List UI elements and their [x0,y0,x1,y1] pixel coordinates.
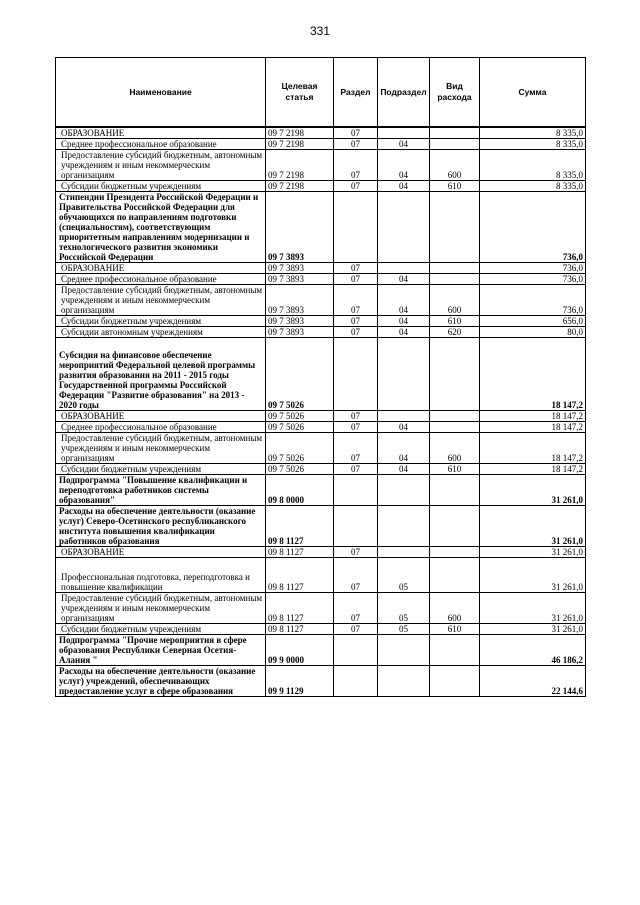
cell-sum: 31 261,0 [480,506,586,547]
cell-section: 07 [334,181,378,192]
cell-expense-type [430,338,480,411]
cell-sum: 46 186,2 [480,635,586,666]
header-target-article: Целевая статья [266,58,334,128]
cell-subsection [378,127,430,139]
cell-subsection [378,635,430,666]
cell-subsection [378,475,430,506]
cell-code: 09 8 0000 [266,475,334,506]
table-row [56,150,586,181]
cell-subsection: 04 [378,285,430,316]
table-row-program [56,506,586,547]
table-header-row [56,58,586,128]
page-number: 331 [309,24,331,38]
table-row [56,433,586,464]
header-sum: Сумма [480,58,586,128]
cell-expense-type: 610 [430,316,480,327]
cell-sum: 80,0 [480,327,586,338]
table-row [56,464,586,475]
cell-subsection: 05 [378,558,430,593]
cell-sum: 31 261,0 [480,475,586,506]
cell-code: 09 9 1129 [266,666,334,697]
cell-sum: 18 147,2 [480,411,586,422]
cell-section: 07 [334,150,378,181]
cell-subsection [378,338,430,411]
cell-code: 09 8 1127 [266,547,334,558]
table-row [56,127,586,139]
table-row-program [56,635,586,666]
cell-expense-type [430,666,480,697]
cell-code: 09 7 3893 [266,263,334,274]
cell-expense-type: 600 [430,150,480,181]
cell-section [334,666,378,697]
table-row [56,624,586,635]
cell-expense-type [430,139,480,150]
cell-code: 09 9 0000 [266,635,334,666]
cell-code: 09 7 5026 [266,411,334,422]
table-row-program [56,475,586,506]
cell-section: 07 [334,411,378,422]
cell-expense-type [430,192,480,263]
cell-sum: 22 144,6 [480,666,586,697]
table-row [56,327,586,338]
cell-sum: 31 261,0 [480,547,586,558]
table-row [56,263,586,274]
cell-code: 09 7 2198 [266,127,334,139]
cell-sum: 736,0 [480,274,586,285]
header-name: Наименование [56,58,266,128]
cell-subsection: 04 [378,274,430,285]
cell-sum: 8 335,0 [480,127,586,139]
cell-subsection: 04 [378,316,430,327]
cell-name: Расходы на обеспечение деятельности (оказание услуг) Северо-Осетинского республиканского института повышения квалификации работников образования [56,506,266,547]
cell-sum: 736,0 [480,285,586,316]
cell-expense-type [430,506,480,547]
cell-code: 09 7 5026 [266,433,334,464]
cell-code: 09 7 2198 [266,139,334,150]
cell-name: ОБРАЗОВАНИЕ [56,547,266,558]
cell-code: 09 8 1127 [266,593,334,624]
cell-code: 09 7 3893 [266,327,334,338]
table-row-program [56,338,586,411]
cell-name: Предоставление субсидий бюджетным, автономным учреждениям и иным некоммерческим организациям [56,593,266,624]
cell-sum: 31 261,0 [480,558,586,593]
cell-expense-type: 600 [430,433,480,464]
cell-section [334,635,378,666]
cell-sum: 8 335,0 [480,150,586,181]
cell-subsection: 04 [378,150,430,181]
cell-code: 09 8 1127 [266,624,334,635]
table-row [56,422,586,433]
cell-code: 09 7 2198 [266,181,334,192]
cell-sum: 18 147,2 [480,464,586,475]
table-row [56,181,586,192]
cell-expense-type [430,422,480,433]
cell-name: Субсидии автономным учреждениям [56,327,266,338]
cell-name: ОБРАЗОВАНИЕ [56,127,266,139]
cell-section: 07 [334,593,378,624]
cell-sum: 18 147,2 [480,338,586,411]
cell-subsection [378,547,430,558]
cell-section: 07 [334,316,378,327]
cell-name: Субсидии бюджетным учреждениям [56,464,266,475]
cell-sum: 31 261,0 [480,624,586,635]
cell-expense-type [430,411,480,422]
cell-expense-type [430,635,480,666]
cell-section [334,338,378,411]
cell-subsection [378,192,430,263]
cell-name: Субсидии бюджетным учреждениям [56,316,266,327]
cell-section: 07 [334,139,378,150]
cell-code: 09 7 3893 [266,274,334,285]
budget-table [55,57,586,697]
cell-sum: 18 147,2 [480,422,586,433]
cell-section: 07 [334,547,378,558]
cell-subsection: 04 [378,433,430,464]
cell-expense-type [430,127,480,139]
cell-name: Расходы на обеспечение деятельности (оказание услуг) учреждений, обеспечивающих предоставление услуг в сфере образования [56,666,266,697]
cell-sum: 8 335,0 [480,181,586,192]
cell-sum: 18 147,2 [480,433,586,464]
cell-code: 09 7 5026 [266,464,334,475]
table-row-program [56,192,586,263]
table-body [56,127,586,697]
cell-section: 07 [334,433,378,464]
table-row [56,411,586,422]
cell-expense-type [430,263,480,274]
cell-name: Профессиональная подготовка, переподготовка и повышение квалификации [56,558,266,593]
cell-section: 07 [334,624,378,635]
cell-code: 09 7 5026 [266,422,334,433]
cell-code: 09 7 2198 [266,150,334,181]
cell-sum: 31 261,0 [480,593,586,624]
cell-name: Подпрограмма "Повышение квалификации и переподготовка работников системы образования" [56,475,266,506]
cell-sum: 656,0 [480,316,586,327]
cell-section: 07 [334,558,378,593]
cell-section [334,475,378,506]
cell-subsection [378,506,430,547]
cell-subsection [378,411,430,422]
cell-section [334,192,378,263]
cell-subsection [378,263,430,274]
table-row [56,139,586,150]
table-row [56,547,586,558]
cell-section: 07 [334,464,378,475]
table-row [56,558,586,593]
cell-code: 09 8 1127 [266,506,334,547]
cell-section: 07 [334,285,378,316]
table-row [56,285,586,316]
cell-name: ОБРАЗОВАНИЕ [56,263,266,274]
cell-section [334,506,378,547]
cell-code: 09 7 3893 [266,285,334,316]
cell-subsection: 04 [378,327,430,338]
cell-subsection: 04 [378,181,430,192]
cell-section: 07 [334,127,378,139]
cell-name: Среднее профессиональное образование [56,274,266,285]
table-row [56,316,586,327]
cell-subsection: 05 [378,624,430,635]
cell-sum: 736,0 [480,192,586,263]
cell-expense-type [430,558,480,593]
cell-code: 09 7 3893 [266,316,334,327]
header-expense-type: Вид расхода [430,58,480,128]
cell-expense-type [430,475,480,506]
cell-expense-type [430,274,480,285]
cell-expense-type: 610 [430,181,480,192]
cell-code: 09 7 3893 [266,192,334,263]
cell-sum: 8 335,0 [480,139,586,150]
header-subsection: Подраздел [378,58,430,128]
cell-name: Субсидии бюджетным учреждениям [56,624,266,635]
cell-sum: 736,0 [480,263,586,274]
cell-name: Среднее профессиональное образование [56,422,266,433]
cell-expense-type: 610 [430,464,480,475]
header-section: Раздел [334,58,378,128]
cell-section: 07 [334,422,378,433]
cell-expense-type: 600 [430,285,480,316]
cell-name: Среднее профессиональное образование [56,139,266,150]
cell-subsection: 05 [378,593,430,624]
cell-subsection: 04 [378,139,430,150]
cell-code: 09 8 1127 [266,558,334,593]
table-row-program [56,666,586,697]
table-row [56,593,586,624]
cell-subsection [378,666,430,697]
cell-name: Субсидия на финансовое обеспечение мероприятий Федеральной целевой программы развития образования на 2011 - 2015 годы Государственной программы Российской Федерации "Развитие образования" на 2013 - 2020 годы [56,338,266,411]
cell-code: 09 7 5026 [266,338,334,411]
cell-expense-type [430,547,480,558]
cell-name: ОБРАЗОВАНИЕ [56,411,266,422]
cell-name: Предоставление субсидий бюджетным, автономным учреждениям и иным некоммерческим организациям [56,285,266,316]
cell-name: Подпрограмма "Прочие мероприятия в сфере образования Республики Северная Осетия-Алания " [56,635,266,666]
cell-name: Предоставление субсидий бюджетным, автономным учреждениям и иным некоммерческим организациям [56,150,266,181]
cell-expense-type: 600 [430,593,480,624]
cell-name: Стипендии Президента Российской Федерации и Правительства Российской Федерации для обучающихся по направлениям подготовки (специальностям), соответствующим приоритетным направлениям модернизации и технологического развития экономики Российской Федерации [56,192,266,263]
cell-name: Субсидии бюджетным учреждениям [56,181,266,192]
cell-name: Предоставление субсидий бюджетным, автономным учреждениям и иным некоммерческим организациям [56,433,266,464]
cell-expense-type: 610 [430,624,480,635]
cell-section: 07 [334,263,378,274]
table-row [56,274,586,285]
cell-expense-type: 620 [430,327,480,338]
cell-section: 07 [334,274,378,285]
cell-section: 07 [334,327,378,338]
cell-subsection: 04 [378,464,430,475]
cell-subsection: 04 [378,422,430,433]
